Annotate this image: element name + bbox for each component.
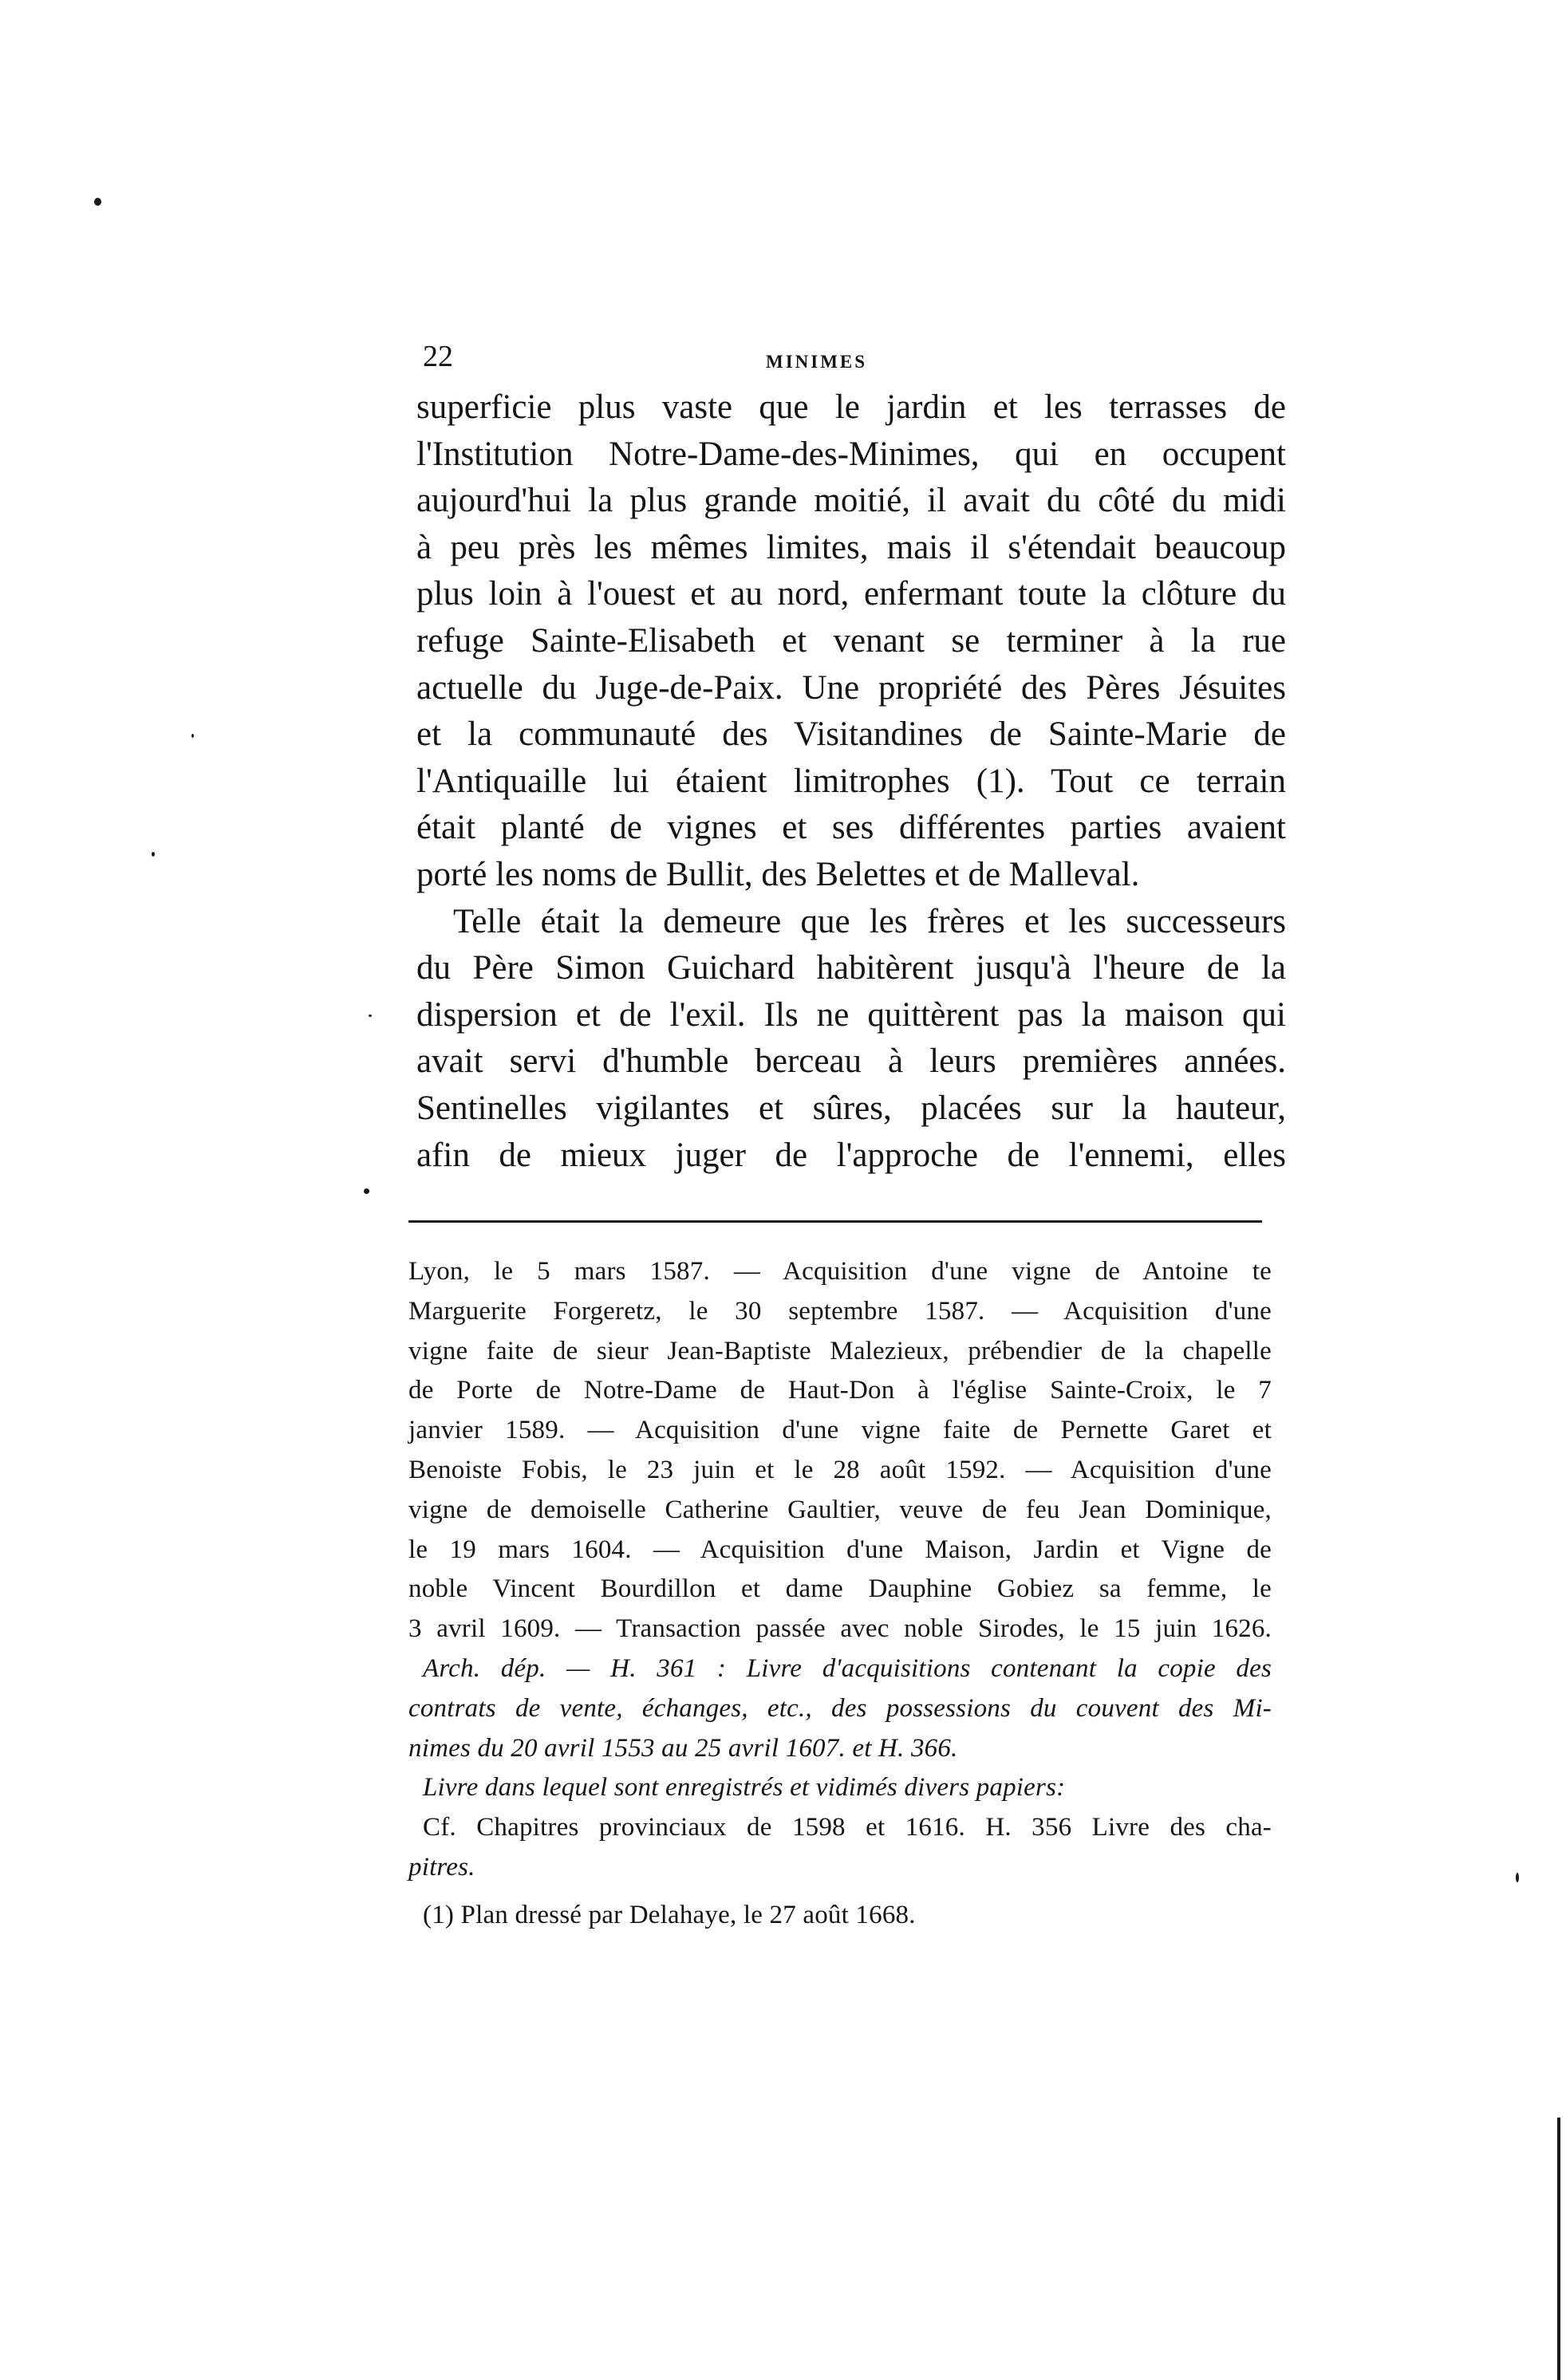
livre-reference-line: Livre dans lequel sont enregistrés et vidimés divers papiers: [423,1773,1066,1803]
scan-speck [152,852,155,857]
body-line: aujourd'hui la plus grande moitié, il avait du côté du midi [416,482,1286,520]
body-line: à peu près les mêmes limites, mais il s'étendait beaucoup [416,528,1286,566]
footnote-line: Lyon, le 5 mars 1587. — Acquisition d'une vigne de Antoine te [408,1257,1272,1286]
body-line: et la communauté des Visitandines de Sainte-Marie de [416,715,1286,754]
scan-speck [191,734,194,738]
footnote-line: 3 avril 1609. — Transaction passée avec noble Sirodes, le 15 juin 1626. [408,1614,1272,1644]
page-number: 22 [423,340,453,373]
body-line: plus loin à l'ouest et au nord, enfermant toute la clôture du [416,575,1286,613]
footnote-line: vigne de demoiselle Catherine Gaultier, veuve de feu Jean Dominique, [408,1495,1272,1524]
body-line: avait servi d'humble berceau à leurs premières années. [416,1042,1286,1081]
plan-footnote-line: (1) Plan dressé par Delahaye, le 27 août 1668. [423,1900,916,1929]
footnote-gap [408,1888,1272,1896]
footnote-line: Benoiste Fobis, le 23 juin et le 28 août 1592. — Acquisition d'une [408,1455,1272,1484]
body-line: afin de mieux juger de l'approche de l'ennemi, elles [416,1136,1286,1174]
body-line: Sentinelles vigilantes et sûres, placées sur la hauteur, [416,1089,1286,1127]
chapitres-reference-line: Cf. Chapitres provinciaux de 1598 et 1616. H. 356 Livre des cha- [423,1813,1272,1842]
body-line: porté les noms de Bullit, des Belettes et de Malleval. [416,855,1140,893]
page-edge-mark [1557,2118,1560,2380]
body-line: du Père Simon Guichard habitèrent jusqu'à l'heure de la [416,949,1286,987]
body-line: dispersion et de l'exil. Ils ne quittèrent pas la maison qui [416,995,1286,1034]
running-head: MINIMES [766,352,868,372]
footnote-line: le 19 mars 1604. — Acquisition d'une Maison, Jardin et Vigne de [408,1535,1272,1564]
chapitres-reference-line: pitres. [408,1852,475,1882]
footnote-line: vigne faite de sieur Jean-Baptiste Malezieux, prébendier de la chapelle [408,1336,1272,1365]
archive-reference-line: nimes du 20 avril 1553 au 25 avril 1607. et H. 366. [408,1733,958,1763]
footnote-line: janvier 1589. — Acquisition d'une vigne faite de Pernette Garet et [408,1416,1272,1445]
footnote-line: noble Vincent Bourdillon et dame Dauphine Gobiez sa femme, le [408,1574,1272,1604]
body-line: actuelle du Juge-de-Paix. Une propriété des Pères Jésuites [416,668,1286,707]
footnote-divider [408,1220,1262,1223]
footnotes [408,1252,1272,1936]
scan-speck [1516,1873,1519,1882]
scan-speck [369,1015,372,1017]
body-line: Telle était la demeure que les frères et les successeurs [453,902,1286,940]
main-text [416,384,1286,1179]
footnote-line: Marguerite Forgeretz, le 30 septembre 1587. — Acquisition d'une [408,1296,1272,1326]
body-line: l'Institution Notre-Dame-des-Minimes, qui en occupent [416,435,1286,473]
archive-reference-line: Arch. dép. — H. 361 : Livre d'acquisitions contenant la copie des [423,1653,1272,1683]
scan-speck [94,198,101,206]
body-line: l'Antiquaille lui étaient limitrophes (1). Tout ce terrain [416,762,1286,800]
footnote-line: de Porte de Notre-Dame de Haut-Don à l'église Sainte-Croix, le 7 [408,1376,1272,1405]
scan-speck [364,1188,369,1194]
body-line: refuge Sainte-Elisabeth et venant se terminer à la rue [416,621,1286,660]
archive-reference-line: contrats de vente, échanges, etc., des possessions du couvent des Mi- [408,1693,1272,1723]
page-header [423,339,1284,379]
body-line: superficie plus vaste que le jardin et les terrasses de [416,388,1286,426]
body-line: était planté de vignes et ses différentes parties avaient [416,809,1286,847]
